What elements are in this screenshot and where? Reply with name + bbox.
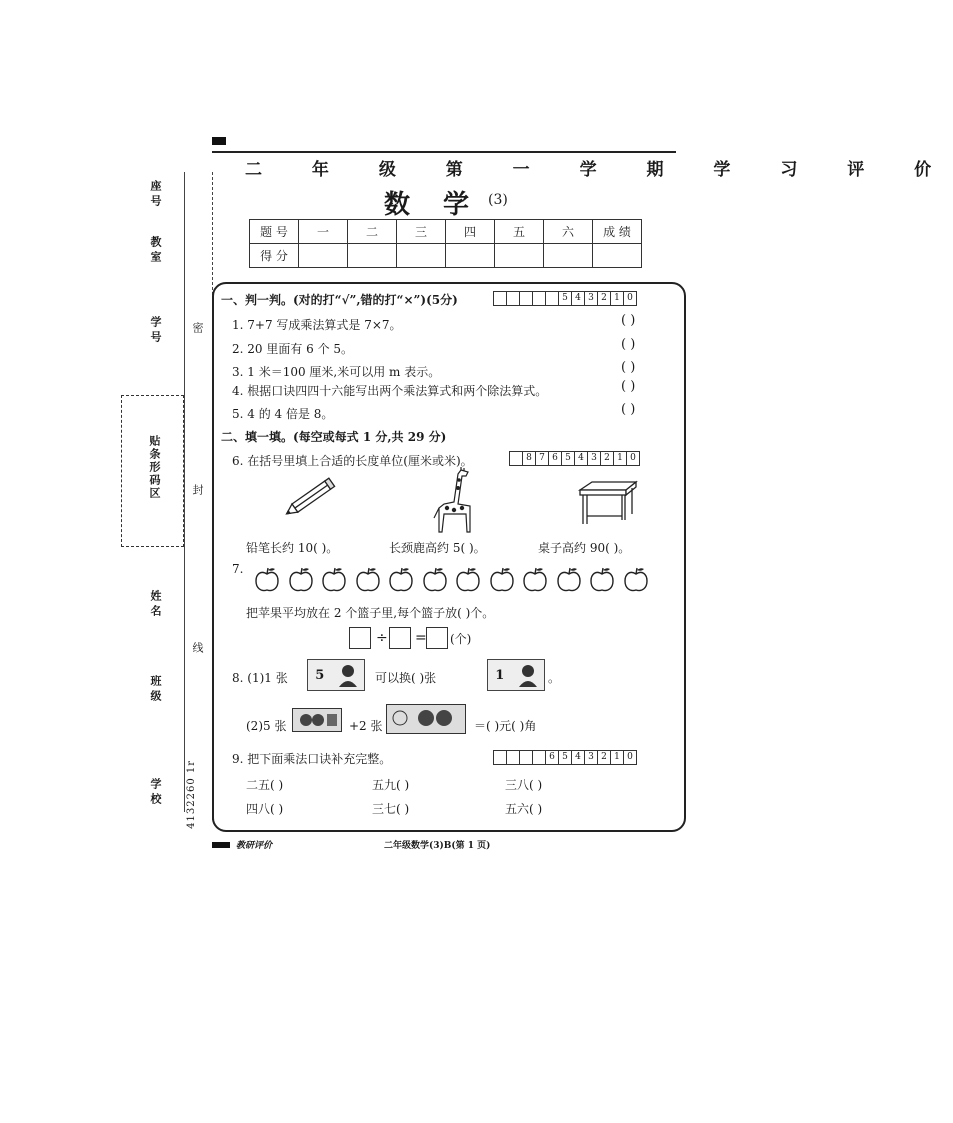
score-box[interactable]: 2 — [597, 291, 611, 306]
judge-item-4: 4. 根据口诀四四十六能写出两个乘法算式和两个除法算式。 — [232, 384, 548, 398]
q8-part1-end: 。 — [548, 671, 561, 685]
rhyme-blank[interactable]: 三七( ) — [372, 802, 410, 816]
five-yuan-note-icon — [307, 659, 365, 691]
seat-number-label: 座号 — [149, 180, 162, 210]
score-cell[interactable] — [446, 244, 495, 268]
apple-icon — [590, 566, 614, 593]
score-box[interactable]: 4 — [571, 291, 585, 306]
rhyme-blank[interactable]: 五九( ) — [372, 778, 410, 792]
apple-icon — [624, 566, 648, 593]
score-box[interactable] — [545, 291, 559, 306]
rhyme-blank[interactable]: 二五( ) — [246, 778, 284, 792]
score-table-score-row — [250, 244, 642, 268]
binding-mark-xian: 线 — [191, 642, 204, 653]
barcode-area-label: 贴条形码区 — [148, 435, 161, 500]
q9-score-boxes — [494, 750, 637, 765]
binding-mark-mi: 密 — [191, 322, 204, 333]
score-box[interactable] — [519, 291, 533, 306]
score-box[interactable]: 0 — [623, 291, 637, 306]
score-box[interactable]: 3 — [587, 451, 601, 466]
unit-label: (个) — [450, 632, 472, 646]
classroom-label: 教室 — [149, 236, 162, 266]
one-yuan-note-icon — [487, 659, 545, 691]
score-box[interactable] — [493, 750, 507, 765]
score-cell[interactable] — [593, 244, 642, 268]
answer-paren[interactable]: ( ) — [621, 402, 636, 417]
section1-title: 一、判一判。(对的打“√”,错的打“×”)(5分) — [221, 293, 458, 307]
q6-table: 桌子高约 90( )。 — [538, 541, 631, 555]
exam-title: 二 年 级 第 一 学 期 学 习 评 价 — [245, 160, 953, 180]
name-label: 姓名 — [149, 590, 162, 620]
q8-part2-start: (2)5 张 — [246, 719, 287, 733]
score-cell[interactable] — [397, 244, 446, 268]
apple-icon — [356, 566, 380, 593]
q9-text: 9. 把下面乘法口诀补充完整。 — [232, 752, 392, 766]
score-box[interactable]: 5 — [561, 451, 575, 466]
score-table-header-row — [250, 220, 642, 244]
score-header-cell: 题 号 — [250, 220, 299, 244]
table-icon — [574, 480, 638, 526]
jiao-note-icon — [292, 708, 342, 732]
q6-pencil: 铅笔长约 10( )。 — [246, 541, 339, 555]
score-box[interactable]: 4 — [571, 750, 585, 765]
student-number-label: 学号 — [149, 316, 162, 346]
rhyme-blank[interactable]: 三八( ) — [505, 778, 543, 792]
apple-icon — [289, 566, 313, 593]
apple-icon — [322, 566, 346, 593]
jiao-note-icon — [386, 704, 466, 734]
binding-mark-feng: 封 — [191, 484, 204, 495]
divide-sign: ÷ — [376, 630, 388, 646]
school-label: 学校 — [149, 778, 162, 808]
q7-text: 把苹果平均放在 2 个篮子里,每个篮子放( )个。 — [246, 606, 495, 620]
answer-paren[interactable]: ( ) — [621, 337, 636, 352]
section2-title: 二、填一填。(每空或每式 1 分,共 29 分) — [221, 430, 447, 444]
score-box[interactable] — [519, 750, 533, 765]
score-row-label: 得 分 — [250, 244, 299, 268]
portrait-icon — [519, 663, 537, 687]
score-header-cell: 三 — [397, 220, 446, 244]
apple-icon — [389, 566, 413, 593]
corner-mark — [212, 137, 226, 145]
header-rule — [212, 151, 676, 153]
score-header-cell: 四 — [446, 220, 495, 244]
answer-paren[interactable]: ( ) — [621, 360, 636, 375]
score-box[interactable]: 3 — [584, 291, 598, 306]
q8-part2-middle: +2 张 — [349, 719, 383, 733]
answer-box-dividend[interactable] — [349, 627, 371, 649]
q8-part1-middle: 可以换( )张 — [375, 671, 437, 685]
apple-icon — [255, 566, 279, 593]
answer-paren[interactable]: ( ) — [621, 313, 636, 328]
apple-icon — [490, 566, 514, 593]
score-box[interactable]: 1 — [610, 750, 624, 765]
score-header-cell: 一 — [299, 220, 348, 244]
paper-number: (3) — [488, 192, 508, 208]
score-box[interactable]: 3 — [584, 750, 598, 765]
note-denomination: 5 — [315, 667, 325, 683]
score-box[interactable]: 6 — [548, 451, 562, 466]
score-box[interactable]: 2 — [600, 451, 614, 466]
score-box[interactable]: 5 — [558, 291, 572, 306]
paper-code: 4132260 1r — [186, 760, 197, 829]
score-box[interactable] — [493, 291, 507, 306]
score-cell[interactable] — [544, 244, 593, 268]
apple-icon — [523, 566, 547, 593]
score-box[interactable]: 7 — [535, 451, 549, 466]
margin-line-outer — [184, 172, 185, 812]
q7-number: 7. — [232, 562, 244, 576]
rhyme-blank[interactable]: 四八( ) — [246, 802, 284, 816]
score-box[interactable]: 0 — [623, 750, 637, 765]
score-header-cell: 五 — [495, 220, 544, 244]
score-box[interactable]: 4 — [574, 451, 588, 466]
score-header-cell: 二 — [348, 220, 397, 244]
equals-sign: = — [415, 630, 427, 646]
score-cell[interactable] — [348, 244, 397, 268]
rhyme-blank[interactable]: 五六( ) — [505, 802, 543, 816]
score-header-cell: 六 — [544, 220, 593, 244]
footer-mark — [212, 842, 230, 848]
score-box[interactable]: 6 — [545, 750, 559, 765]
score-box[interactable]: 2 — [597, 750, 611, 765]
score-box[interactable] — [506, 750, 520, 765]
answer-box-divisor[interactable] — [389, 627, 411, 649]
score-box[interactable]: 5 — [558, 750, 572, 765]
apple-icon — [423, 566, 447, 593]
q6-score-boxes — [510, 451, 640, 466]
subject-title: 数 学 — [384, 190, 482, 220]
score-table — [249, 219, 642, 268]
score-box[interactable]: 1 — [610, 291, 624, 306]
score-box[interactable]: 0 — [626, 451, 640, 466]
footer-left: 教研评价 — [236, 841, 273, 851]
q8-part2-end: ＝( )元( )角 — [474, 719, 537, 733]
note-denomination: 1 — [495, 667, 505, 683]
judge-item-1: 1. 7+7 写成乘法算式是 7×7。 — [232, 318, 402, 332]
apple-icon — [557, 566, 581, 593]
score-box[interactable]: 8 — [522, 451, 536, 466]
pencil-icon — [282, 474, 340, 522]
score-box[interactable]: 1 — [613, 451, 627, 466]
score-cell[interactable] — [299, 244, 348, 268]
footer-page-info: 二年级数学(3)B(第 1 页) — [384, 841, 491, 851]
judge-item-3: 3. 1 米＝100 厘米,米可以用 m 表示。 — [232, 365, 441, 379]
score-box[interactable] — [532, 750, 546, 765]
score-box[interactable] — [532, 291, 546, 306]
section1-score-boxes — [494, 291, 637, 306]
answer-paren[interactable]: ( ) — [621, 379, 636, 394]
giraffe-icon — [428, 466, 478, 536]
answer-box-quotient[interactable] — [426, 627, 448, 649]
q6-text: 6. 在括号里填上合适的长度单位(厘米或米)。 — [232, 454, 473, 468]
score-box[interactable] — [506, 291, 520, 306]
portrait-icon — [339, 663, 357, 687]
judge-item-2: 2. 20 里面有 6 个 5。 — [232, 342, 354, 356]
judge-item-5: 5. 4 的 4 倍是 8。 — [232, 407, 334, 421]
class-label: 班级 — [149, 675, 162, 705]
score-cell[interactable] — [495, 244, 544, 268]
apple-icon — [456, 566, 480, 593]
q8-part1-start: 8. (1)1 张 — [232, 671, 288, 685]
score-box[interactable] — [509, 451, 523, 466]
q6-giraffe: 长颈鹿高约 5( )。 — [389, 541, 486, 555]
score-header-cell: 成 绩 — [593, 220, 642, 244]
